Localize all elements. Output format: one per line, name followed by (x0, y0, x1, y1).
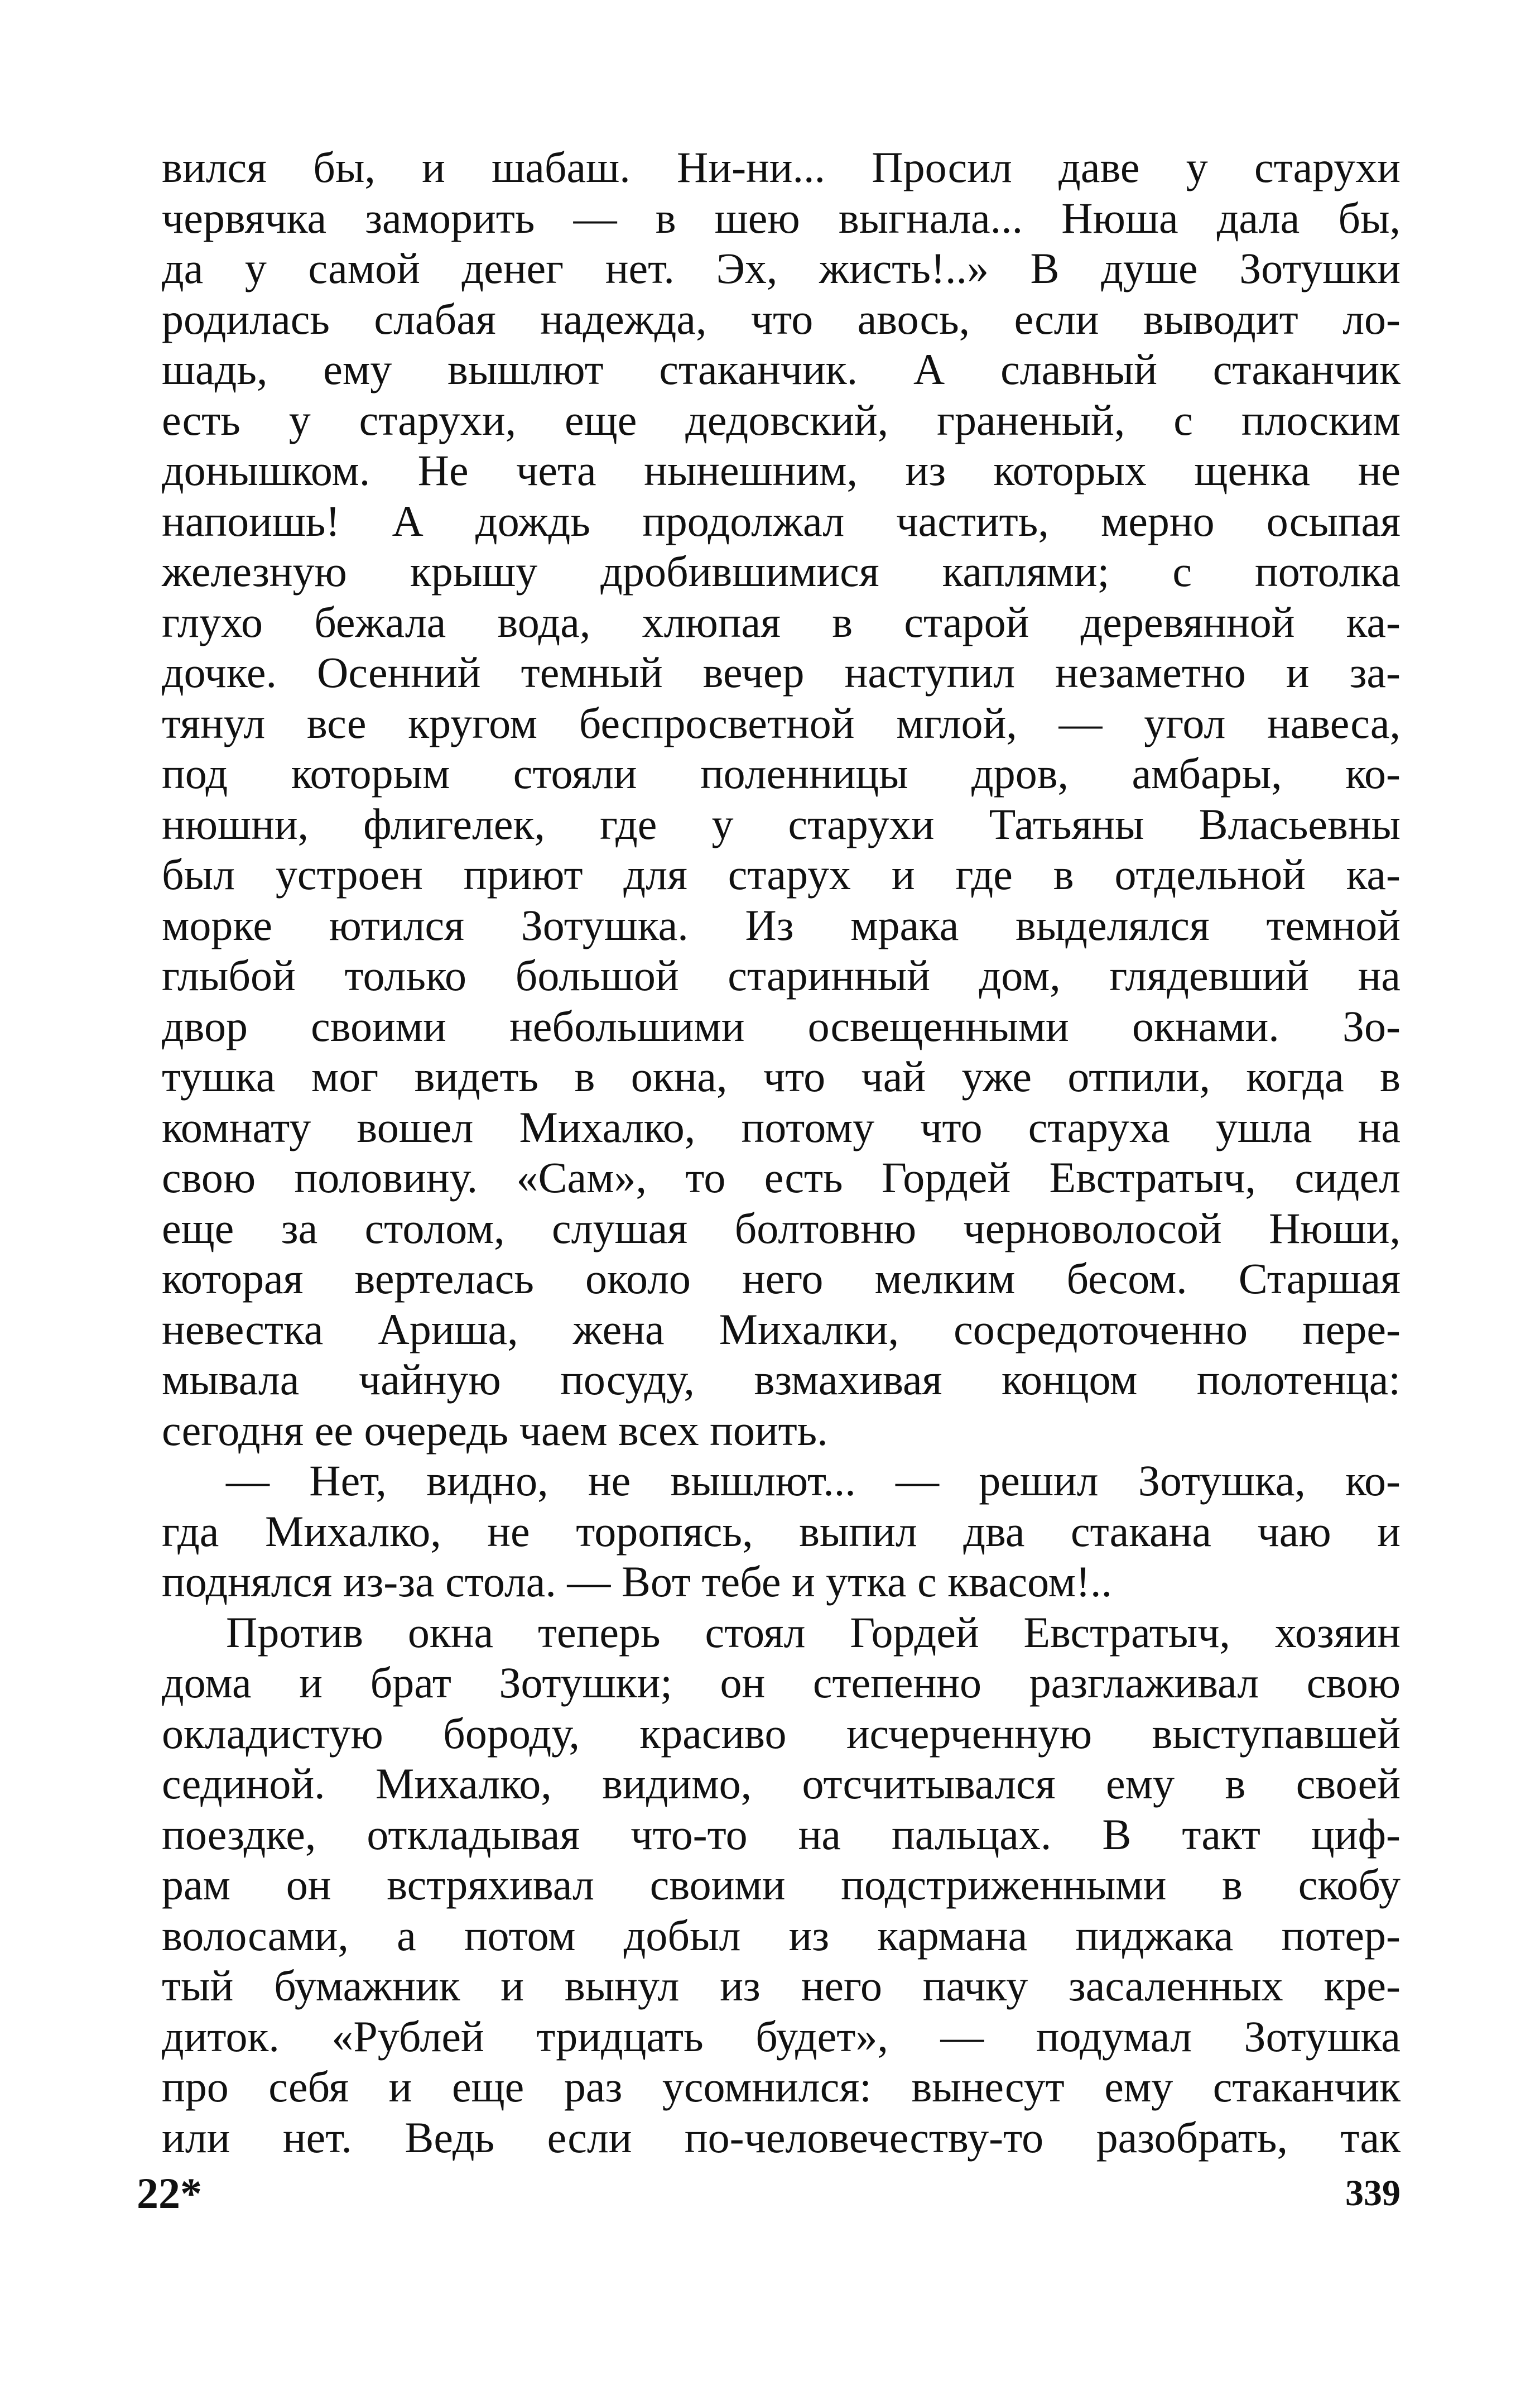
text-line: тянул все кругом беспросветной мглой, — угол навеса, (162, 698, 1401, 747)
text-line: поездке, откладывая что-то на пальцах. В такт циф- (162, 1809, 1401, 1859)
text-line: дома и брат Зотушки; он степенно разглаживал свою (162, 1658, 1401, 1707)
text-line: нюшни, флигелек, где у старухи Татьяны Власьевны (162, 799, 1401, 848)
text-line: червячка заморить — в шею выгнала... Нюша дала бы, (162, 193, 1401, 242)
text-line: шадь, ему вышлют стаканчик. А славный стаканчик (162, 345, 1401, 393)
text-line: поднялся из-за стола. — Вот тебе и утка с квасом!.. (162, 1557, 1113, 1606)
text-line: про себя и еще раз усомнился: вынесут ему стаканчик (162, 2062, 1401, 2111)
text-line: вился бы, и шабаш. Ни-ни... Просил даве у старухи (162, 143, 1401, 191)
text-line: глухо бежала вода, хлюпая в старой деревянной ка- (162, 597, 1401, 646)
text-line: диток. «Рублей тридцать будет», — подумал Зотушка (162, 2012, 1401, 2061)
text-line: был устроен приют для старух и где в отдельной ка- (162, 850, 1401, 899)
text-line: окладистую бороду, красиво исчерченную выступавшей (162, 1708, 1401, 1758)
text-line: или нет. Ведь если по-человечеству-то разобрать, так (162, 2113, 1401, 2162)
paragraph (162, 1607, 1401, 2163)
text-line: напоишь! А дождь продолжал частить, мерно осыпая (162, 496, 1401, 545)
text-line: гда Михалко, не торопясь, выпил два стакана чаю и (162, 1506, 1401, 1556)
paragraph (162, 1456, 1401, 1607)
text-line: рам он встряхивал своими подстриженными в скобу (162, 1860, 1401, 1909)
text-line: которая вертелась около него мелким бесом. Старшая (162, 1254, 1401, 1303)
text-line: морке ютился Зотушка. Из мрака выделялся темной (162, 900, 1401, 949)
text-line: еще за столом, слушая болтовню черноволосой Нюши, (162, 1203, 1401, 1252)
text-line: Против окна теперь стоял Гордей Евстратыч, хозяин (226, 1607, 1401, 1657)
printer-signature-mark: 22* (137, 2169, 202, 2217)
text-line: двор своими небольшими освещенными окнами. Зо- (162, 1001, 1401, 1050)
text-line: под которым стояли поленницы дров, амбары, ко- (162, 749, 1401, 798)
text-line: родилась слабая надежда, что авось, если выводит ло- (162, 294, 1401, 343)
text-line: сегодня ее очередь чаем всех поить. (162, 1405, 828, 1455)
text-line: глыбой только большой старинный дом, глядевший на (162, 951, 1401, 1000)
page-footer (137, 2168, 1401, 2219)
text-line: есть у старухи, еще дедовский, граненый, с плоским (162, 395, 1401, 444)
text-line: да у самой денег нет. Эх, жисть!..» В душе Зотушки (162, 244, 1401, 292)
text-line: дочке. Осенний темный вечер наступил незаметно и за- (162, 648, 1401, 697)
text-line: волосами, а потом добыл из кармана пиджака потер- (162, 1911, 1401, 1960)
text-line: тый бумажник и вынул из него пачку засаленных кре- (162, 1961, 1401, 2010)
page-number: 339 (1345, 2173, 1401, 2214)
text-line: свою половину. «Сам», то есть Гордей Евстратыч, сидел (162, 1153, 1401, 1202)
text-line: — Нет, видно, не вышлют... — решил Зотушка, ко- (226, 1456, 1401, 1505)
text-line: сединой. Михалко, видимо, отсчитывался ему в своей (162, 1759, 1401, 1808)
paragraph (162, 142, 1401, 1456)
text-line: донышком. Не чета нынешним, из которых щенка не (162, 446, 1401, 495)
body-text (162, 142, 1401, 2163)
text-line: железную крышу дробившимися каплями; с потолка (162, 547, 1401, 596)
text-line: невестка Ариша, жена Михалки, сосредоточенно пере- (162, 1304, 1401, 1353)
text-line: комнату вошел Михалко, потому что старуха ушла на (162, 1102, 1401, 1151)
text-line: тушка мог видеть в окна, что чай уже отпили, когда в (162, 1052, 1401, 1101)
text-line: мывала чайную посуду, взмахивая концом полотенца: (162, 1355, 1401, 1404)
